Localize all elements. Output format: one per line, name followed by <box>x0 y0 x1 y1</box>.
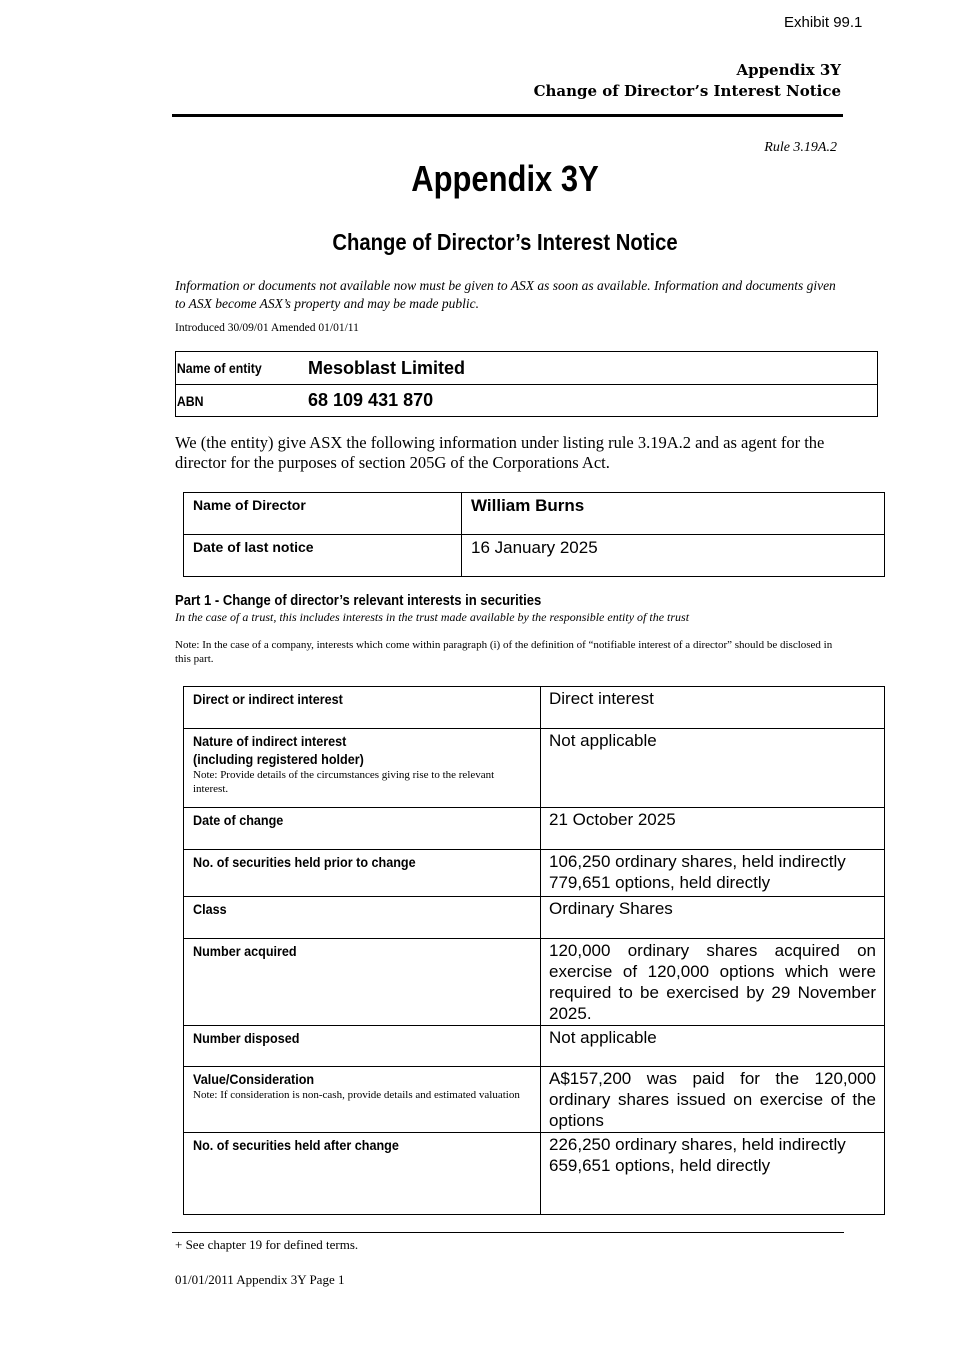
entity-name-label: Name of entity <box>176 360 262 376</box>
number-acquired-label <box>184 939 541 1026</box>
date-change-label-text: Date of change <box>193 812 284 828</box>
value-consideration-value: A$157,200 was paid for the 120,000 ordinary shares issued on exercise of the options <box>541 1067 885 1133</box>
page-footer: 01/01/2011 Appendix 3Y Page 1 <box>175 1272 345 1287</box>
nature-indirect-value: Not applicable <box>541 729 885 808</box>
table-row <box>184 808 885 850</box>
date-change-value: 21 October 2025 <box>541 808 885 850</box>
director-table <box>183 492 885 577</box>
value-consideration-label-text: Value/Consideration <box>193 1071 315 1087</box>
nature-indirect-label-line2: (including registered holder) <box>193 751 364 767</box>
running-header-subtitle: Change of Director’s Interest Notice <box>533 82 841 100</box>
interest-table <box>183 686 885 1215</box>
director-name-value: William Burns <box>462 493 885 535</box>
nature-indirect-label-line1: Nature of indirect interest <box>193 733 347 749</box>
nature-indirect-note: Note: Provide details of the circumstances giving rise to the relevant interest. <box>193 769 495 795</box>
prior-holdings-label <box>184 850 541 897</box>
table-row <box>184 1133 885 1215</box>
running-header <box>534 60 841 102</box>
direct-indirect-label-text: Direct or indirect interest <box>193 691 343 707</box>
value-consideration-note: Note: If consideration is non-cash, provide details and estimated valuation <box>193 1089 520 1101</box>
number-disposed-label <box>184 1026 541 1067</box>
table-row <box>184 687 885 729</box>
exhibit-label: Exhibit 99.1 <box>784 14 863 31</box>
value-consideration-label <box>184 1067 541 1133</box>
document-title: Appendix 3Y <box>411 158 599 199</box>
number-disposed-label-text: Number disposed <box>193 1030 300 1046</box>
date-change-label <box>184 808 541 850</box>
information-note: Information or documents not available now must be given to ASX as soon as available. Information and documents given to ASX become ASX’s property and may be made public. <box>175 278 836 311</box>
after-holdings-label <box>184 1133 541 1215</box>
class-value: Ordinary Shares <box>541 897 885 939</box>
director-name-label: Name of Director <box>184 493 462 535</box>
number-disposed-value: Not applicable <box>541 1026 885 1067</box>
after-holdings-label-text: No. of securities held after change <box>193 1137 399 1153</box>
direct-indirect-label <box>184 687 541 729</box>
after-holdings-line1: 226,250 ordinary shares, held indirectly <box>549 1135 846 1154</box>
part1-heading: Part 1 - Change of director’s relevant interests in securities <box>175 593 542 609</box>
number-acquired-value: 120,000 ordinary shares acquired on exercise of 120,000 options which were required to be exercised by 29 November 2025. <box>541 939 885 1026</box>
table-row <box>184 897 885 939</box>
entity-name-row <box>176 352 877 384</box>
last-notice-value: 16 January 2025 <box>462 535 885 577</box>
rule-reference: Rule 3.19A.2 <box>764 140 837 155</box>
entity-abn-label: ABN <box>176 392 204 409</box>
entity-statement: We (the entity) give ASX the following information under listing rule 3.19A.2 and as agent for the director for the purposes of section 205G of the Corporations Act. <box>175 433 825 472</box>
prior-holdings-value <box>541 850 885 897</box>
part1-note: Note: In the case of a company, interests which come within paragraph (i) of the definition of “notifiable interest of a director” should be disclosed in this part. <box>175 639 833 665</box>
class-label <box>184 897 541 939</box>
nature-indirect-label <box>184 729 541 808</box>
direct-indirect-value: Direct interest <box>541 687 885 729</box>
number-acquired-label-text: Number acquired <box>193 943 297 959</box>
prior-holdings-line1: 106,250 ordinary shares, held indirectly <box>549 852 846 871</box>
table-row <box>184 850 885 897</box>
director-name-row <box>184 493 885 535</box>
after-holdings-value <box>541 1133 885 1215</box>
entity-abn-value: 68 109 431 870 <box>308 390 434 410</box>
entity-abn-row <box>176 384 877 416</box>
last-notice-label: Date of last notice <box>184 535 462 577</box>
class-label-text: Class <box>193 901 227 917</box>
prior-holdings-label-text: No. of securities held prior to change <box>193 854 416 870</box>
last-notice-row <box>184 535 885 577</box>
running-header-title: Appendix 3Y <box>736 61 841 79</box>
table-row <box>184 1067 885 1133</box>
defined-terms-footnote: + See chapter 19 for defined terms. <box>175 1237 359 1252</box>
header-divider <box>172 114 843 117</box>
introduced-amended-note: Introduced 30/09/01 Amended 01/01/11 <box>175 322 359 334</box>
document-subtitle: Change of Director’s Interest Notice <box>332 229 678 255</box>
footer-divider <box>172 1232 844 1233</box>
table-row <box>184 729 885 808</box>
prior-holdings-line2: 779,651 options, held directly <box>549 873 771 892</box>
part1-subheading: In the case of a trust, this includes interests in the trust made available by the responsible entity of the trust <box>175 610 690 624</box>
table-row <box>184 939 885 1026</box>
table-row <box>184 1026 885 1067</box>
entity-details-box <box>175 351 878 417</box>
after-holdings-line2: 659,651 options, held directly <box>549 1156 771 1175</box>
entity-name-value: Mesoblast Limited <box>308 357 466 378</box>
